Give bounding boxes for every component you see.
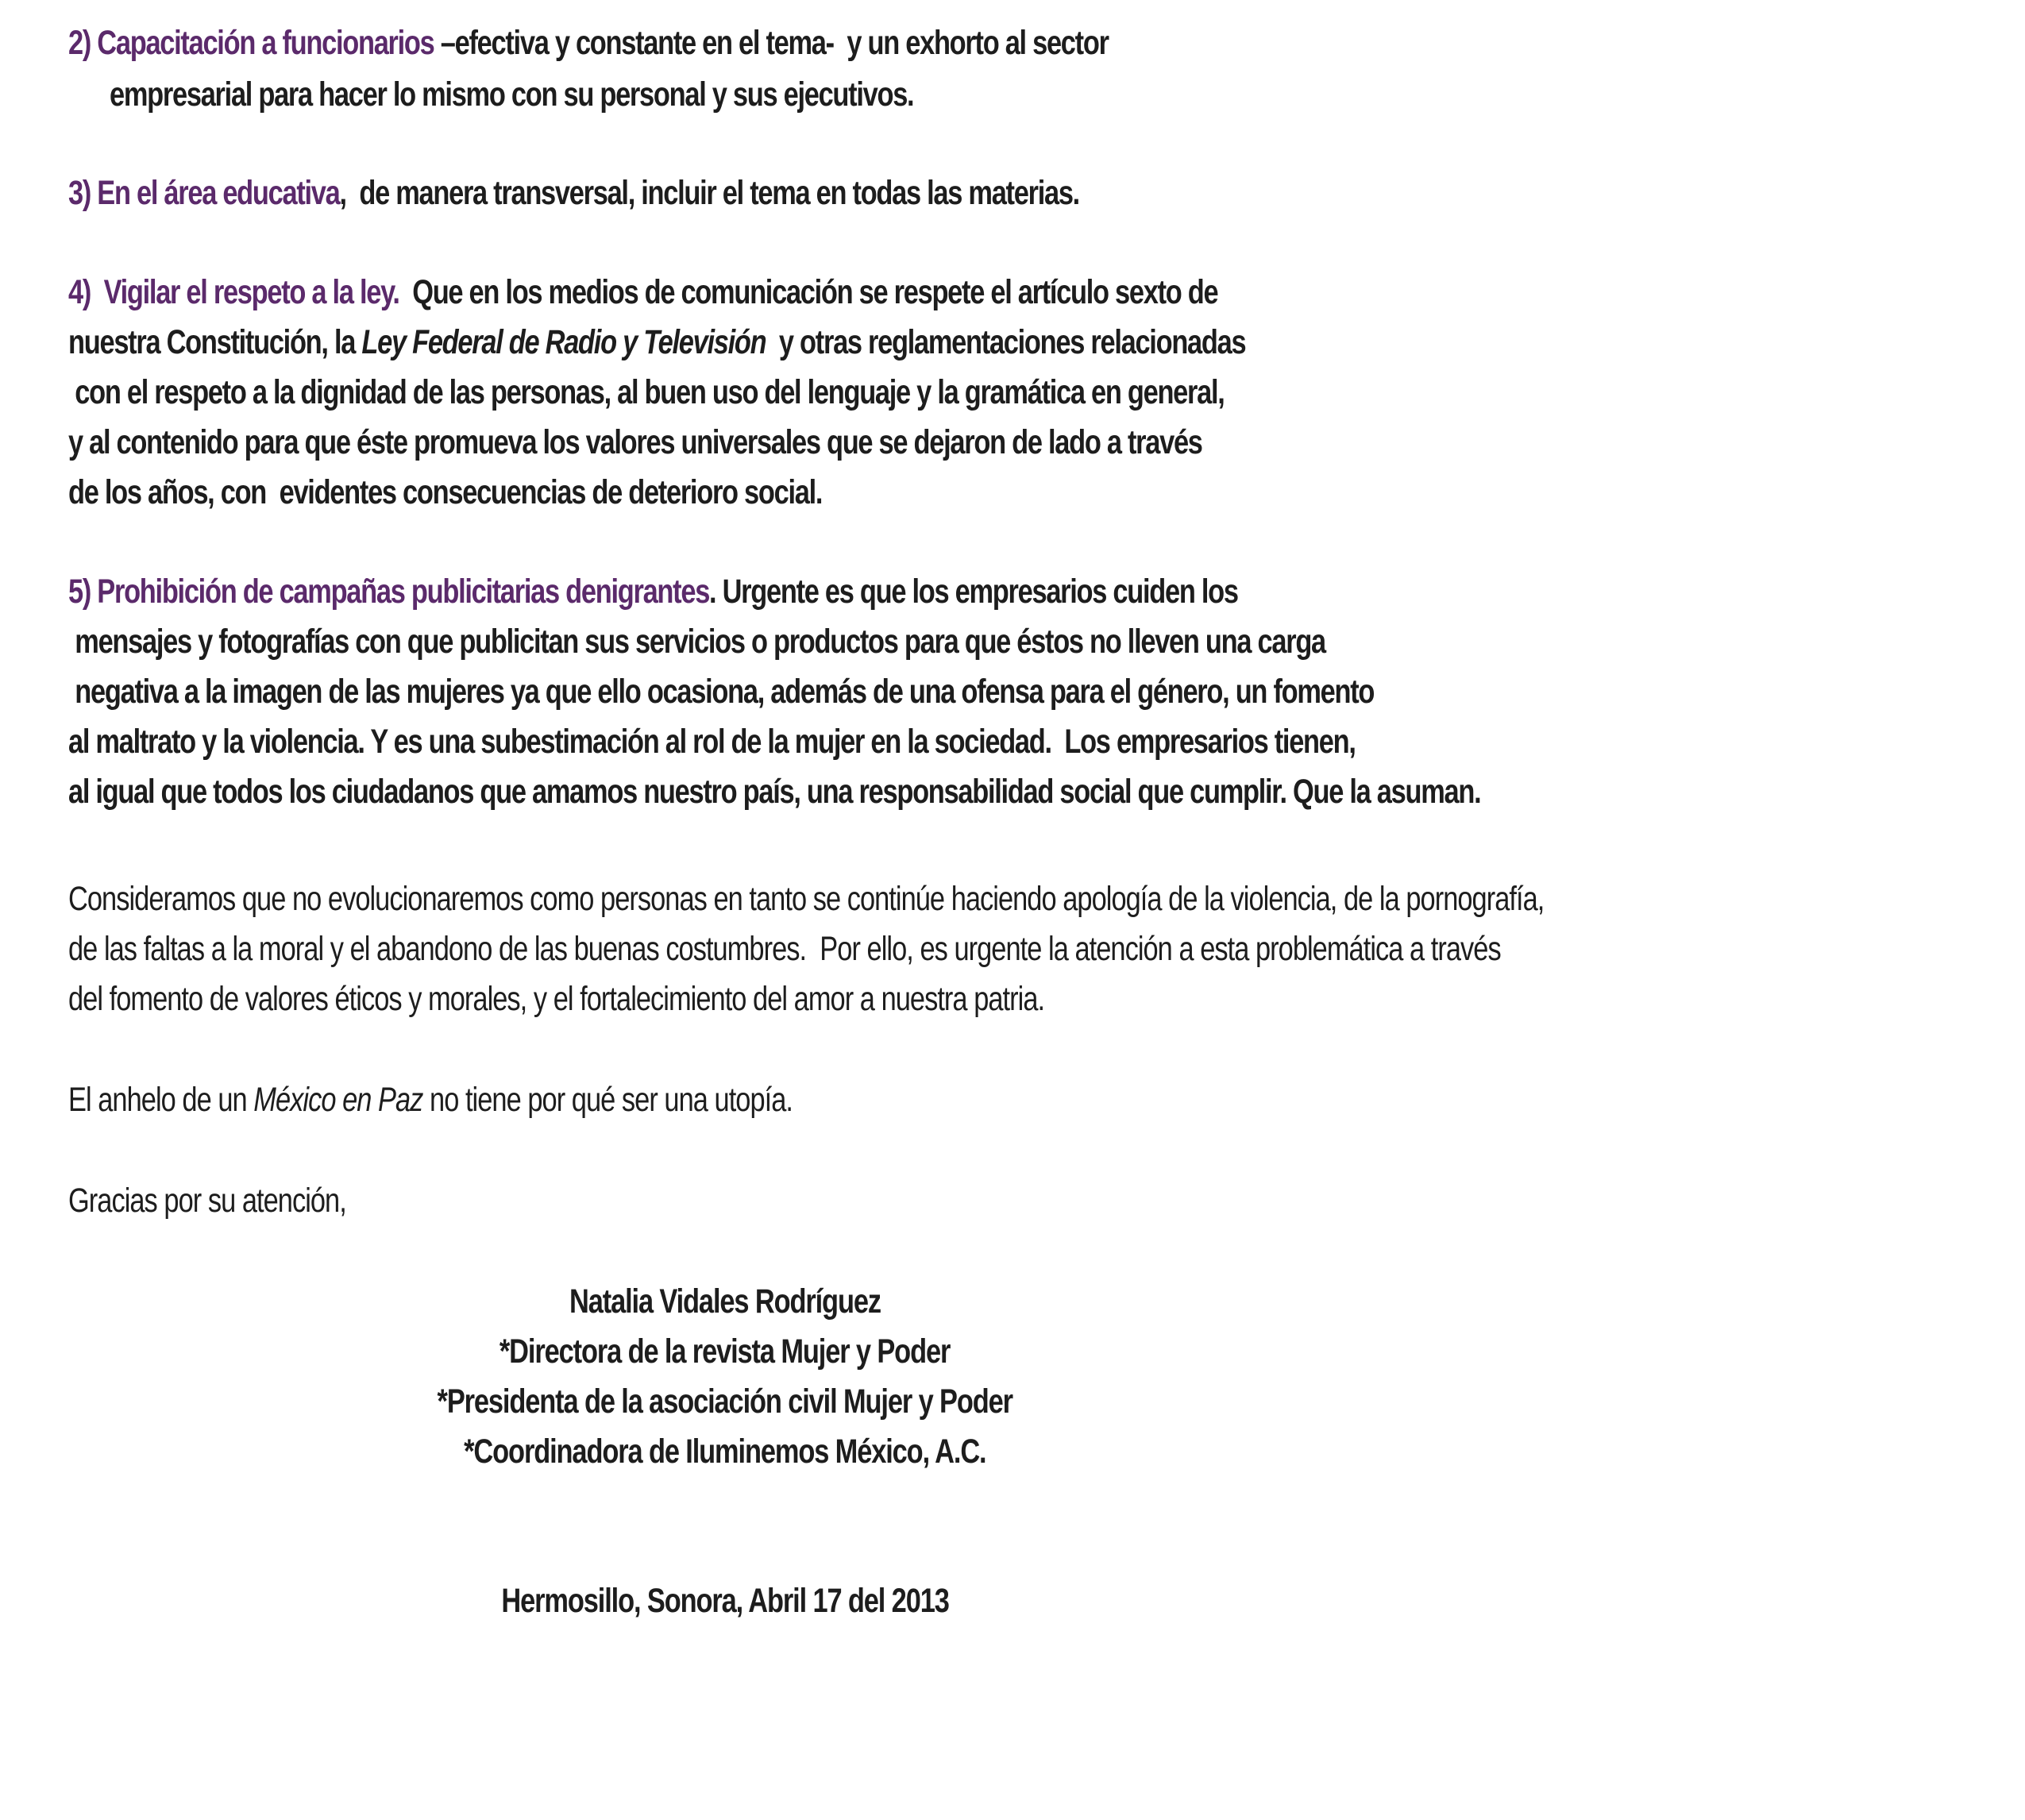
mexico-en-paz: México en Paz [253,1081,423,1119]
item-3-heading: 3) En el área educativa [68,174,340,212]
item-3-line-1-text: , de manera transversal, incluir el tema en todas las materias. [339,174,1079,212]
item-4-line-5: de los años, con evidentes consecuencias de deterioro social. [68,473,823,511]
item-5-line-4: al maltrato y la violencia. Y es una subestimación al rol de la mujer en la sociedad. Los empresarios tienen, [68,723,1356,761]
item-2-line-1-text: –efectiva y constante en el tema- y un exhorto al sector [434,24,1109,62]
signature-name: Natalia Vidales Rodríguez [569,1282,881,1321]
signature-title-3: *Coordinadora de Iluminemos México, A.C. [464,1432,986,1471]
item-4-line-2-start: nuestra Constitución, la [68,323,362,361]
item-2-line-1 [68,22,1109,64]
place-and-date: Hermosillo, Sonora, Abril 17 del 2013 [501,1582,949,1620]
thanks-line: Gracias por su atención, [68,1182,346,1220]
signature-title-2: *Presidenta de la asociación civil Mujer y Poder [437,1382,1013,1421]
item-5-line-2: mensajes y fotografías con que publicitan sus servicios o productos para que éstos no lleven una carga [68,623,1325,661]
item-5-line-3: negativa a la imagen de las mujeres ya que ello ocasiona, además de una ofensa para el género, un fomento [68,673,1375,711]
closing-paragraph-line-3: del fomento de valores éticos y morales, y el fortalecimiento del amor a nuestra patria. [68,980,1045,1018]
item-5-line-5: al igual que todos los ciudadanos que amamos nuestro país, una responsabilidad social que cumplir. Que la asuman. [68,773,1481,811]
item-4-line-4: y al contenido para que éste promueva los valores universales que se dejaron de lado a través [68,423,1202,461]
closing-paragraph-line-1: Consideramos que no evolucionaremos como personas en tanto se continúe haciendo apología de la violencia, de la pornografía, [68,880,1545,918]
item-4-heading: 4) Vigilar el respeto a la ley. [68,273,399,311]
item-5-line-1 [68,571,1238,612]
signature-title-1: *Directora de la revista Mujer y Poder [499,1332,951,1371]
item-4-line-1-text: Que en los medios de comunicación se respete el artículo sexto de [399,273,1218,311]
item-3-line-1 [68,172,1079,214]
utopia-end: no tiene por qué ser una utopía. [422,1081,793,1119]
item-2-heading: 2) Capacitación a funcionarios [68,24,434,62]
item-4-line-1 [68,272,1217,313]
closing-paragraph-line-2: de las faltas a la moral y el abandono de las buenas costumbres. Por ello, es urgente la atención a esta problemática a través [68,930,1501,968]
item-4-line-3: con el respeto a la dignidad de las personas, al buen uso del lenguaje y la gramática en general, [68,373,1225,411]
item-5-line-1-text: . Urgente es que los empresarios cuiden los [709,573,1238,611]
item-5-heading: 5) Prohibición de campañas publicitarias denigrantes [68,573,710,611]
item-4-line-2-end: y otras reglamentaciones relacionadas [766,323,1246,361]
utopia-start: El anhelo de un [68,1081,254,1119]
item-4-line-2 [68,322,1245,363]
item-4-law-title: Ley Federal de Radio y Televisión [361,323,766,361]
item-2-line-2: empresarial para hacer lo mismo con su personal y sus ejecutivos. [110,75,914,114]
closing-utopia-line [68,1079,793,1120]
